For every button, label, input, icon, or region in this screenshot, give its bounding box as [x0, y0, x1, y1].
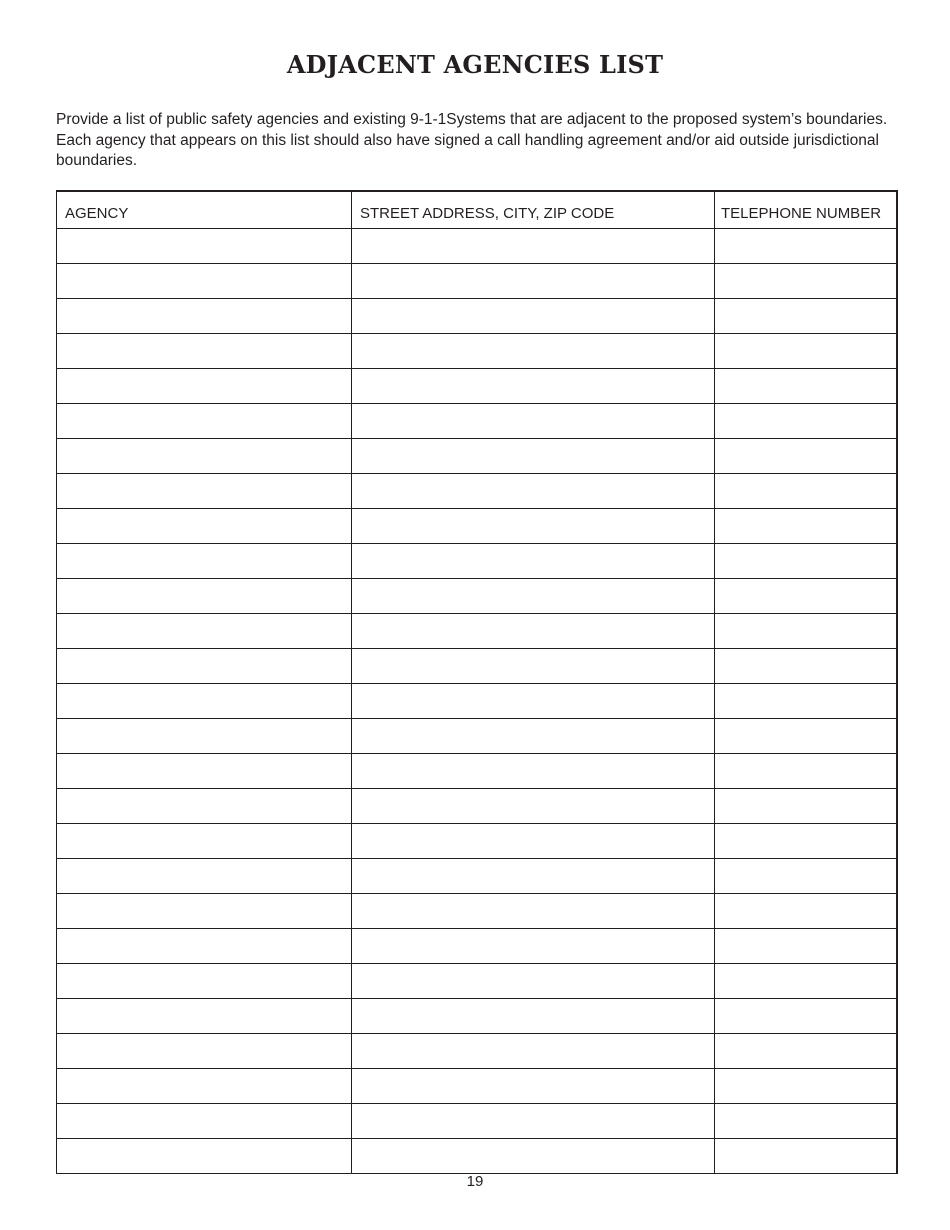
telephone-cell[interactable]	[715, 823, 897, 858]
table-row	[57, 438, 897, 473]
address-cell[interactable]	[352, 823, 715, 858]
telephone-cell[interactable]	[715, 473, 897, 508]
address-cell[interactable]	[352, 1138, 715, 1173]
agency-cell[interactable]	[57, 473, 352, 508]
column-header-address: STREET ADDRESS, CITY, ZIP CODE	[352, 191, 715, 228]
telephone-cell[interactable]	[715, 508, 897, 543]
agency-cell[interactable]	[57, 543, 352, 578]
table-row	[57, 893, 897, 928]
table-row	[57, 263, 897, 298]
telephone-cell[interactable]	[715, 333, 897, 368]
address-cell[interactable]	[352, 613, 715, 648]
table-row	[57, 858, 897, 893]
telephone-cell[interactable]	[715, 1033, 897, 1068]
agency-cell[interactable]	[57, 403, 352, 438]
telephone-cell[interactable]	[715, 1138, 897, 1173]
telephone-cell[interactable]	[715, 1103, 897, 1138]
address-cell[interactable]	[352, 718, 715, 753]
table-row	[57, 963, 897, 998]
address-cell[interactable]	[352, 298, 715, 333]
agency-cell[interactable]	[57, 648, 352, 683]
page-number: 19	[466, 1173, 484, 1190]
instructions-text: Provide a list of public safety agencies and existing 9-1-1Systems that are adjacent to the proposed system’s boundaries. Each agency that appears on this list should also have signed a call handling agreement and/or aid outside jurisdictional boundaries.	[56, 111, 888, 169]
telephone-cell[interactable]	[715, 648, 897, 683]
address-cell[interactable]	[352, 858, 715, 893]
agency-cell[interactable]	[57, 823, 352, 858]
address-cell[interactable]	[352, 1033, 715, 1068]
agency-cell[interactable]	[57, 788, 352, 823]
telephone-cell[interactable]	[715, 613, 897, 648]
agency-cell[interactable]	[57, 1103, 352, 1138]
table-row	[57, 473, 897, 508]
table-body	[57, 228, 897, 1173]
address-cell[interactable]	[352, 508, 715, 543]
page-title: ADJACENT AGENCIES LIST	[286, 50, 664, 79]
table-row	[57, 578, 897, 613]
address-cell[interactable]	[352, 473, 715, 508]
table-row	[57, 543, 897, 578]
table-row	[57, 368, 897, 403]
table-row	[57, 508, 897, 543]
address-cell[interactable]	[352, 1103, 715, 1138]
telephone-cell[interactable]	[715, 1068, 897, 1103]
table-row	[57, 718, 897, 753]
table-row	[57, 683, 897, 718]
address-cell[interactable]	[352, 648, 715, 683]
telephone-cell[interactable]	[715, 893, 897, 928]
address-cell[interactable]	[352, 438, 715, 473]
address-cell[interactable]	[352, 333, 715, 368]
telephone-cell[interactable]	[715, 438, 897, 473]
table-row	[57, 333, 897, 368]
telephone-cell[interactable]	[715, 368, 897, 403]
telephone-cell[interactable]	[715, 683, 897, 718]
telephone-cell[interactable]	[715, 858, 897, 893]
column-header-telephone: TELEPHONE NUMBER	[715, 191, 897, 228]
agency-cell[interactable]	[57, 578, 352, 613]
agency-cell[interactable]	[57, 333, 352, 368]
table-row	[57, 823, 897, 858]
address-cell[interactable]	[352, 753, 715, 788]
telephone-cell[interactable]	[715, 753, 897, 788]
table-row	[57, 928, 897, 963]
address-cell[interactable]	[352, 543, 715, 578]
table-row	[57, 613, 897, 648]
agency-cell[interactable]	[57, 1068, 352, 1103]
table-row	[57, 1068, 897, 1103]
agency-cell[interactable]	[57, 368, 352, 403]
telephone-cell[interactable]	[715, 263, 897, 298]
table-row	[57, 648, 897, 683]
table-header-row	[57, 191, 897, 228]
address-cell[interactable]	[352, 368, 715, 403]
telephone-cell[interactable]	[715, 963, 897, 998]
adjacent-agencies-table	[56, 190, 898, 1174]
address-cell[interactable]	[352, 788, 715, 823]
address-cell[interactable]	[352, 998, 715, 1033]
telephone-cell[interactable]	[715, 718, 897, 753]
agency-cell[interactable]	[57, 263, 352, 298]
column-header-agency: AGENCY	[57, 191, 352, 228]
address-cell[interactable]	[352, 928, 715, 963]
telephone-cell[interactable]	[715, 228, 897, 263]
address-cell[interactable]	[352, 403, 715, 438]
address-cell[interactable]	[352, 893, 715, 928]
table-row	[57, 998, 897, 1033]
agency-cell[interactable]	[57, 683, 352, 718]
agency-cell[interactable]	[57, 438, 352, 473]
telephone-cell[interactable]	[715, 928, 897, 963]
address-cell[interactable]	[352, 263, 715, 298]
agency-cell[interactable]	[57, 928, 352, 963]
telephone-cell[interactable]	[715, 788, 897, 823]
agency-cell[interactable]	[57, 508, 352, 543]
agency-cell[interactable]	[57, 228, 352, 263]
telephone-cell[interactable]	[715, 578, 897, 613]
agency-cell[interactable]	[57, 1033, 352, 1068]
agency-cell[interactable]	[57, 298, 352, 333]
agency-cell[interactable]	[57, 893, 352, 928]
telephone-cell[interactable]	[715, 298, 897, 333]
table-row	[57, 298, 897, 333]
table-row	[57, 753, 897, 788]
table-row	[57, 403, 897, 438]
telephone-cell[interactable]	[715, 403, 897, 438]
address-cell[interactable]	[352, 963, 715, 998]
table-row	[57, 1103, 897, 1138]
table-row	[57, 1033, 897, 1068]
agency-cell[interactable]	[57, 1138, 352, 1173]
table-row	[57, 788, 897, 823]
agency-cell[interactable]	[57, 858, 352, 893]
telephone-cell[interactable]	[715, 543, 897, 578]
table-row	[57, 228, 897, 263]
agency-cell[interactable]	[57, 718, 352, 753]
agency-cell[interactable]	[57, 998, 352, 1033]
address-cell[interactable]	[352, 228, 715, 263]
telephone-cell[interactable]	[715, 998, 897, 1033]
address-cell[interactable]	[352, 1068, 715, 1103]
address-cell[interactable]	[352, 683, 715, 718]
address-cell[interactable]	[352, 578, 715, 613]
agency-cell[interactable]	[57, 753, 352, 788]
table-row	[57, 1138, 897, 1173]
agency-cell[interactable]	[57, 963, 352, 998]
agency-cell[interactable]	[57, 613, 352, 648]
